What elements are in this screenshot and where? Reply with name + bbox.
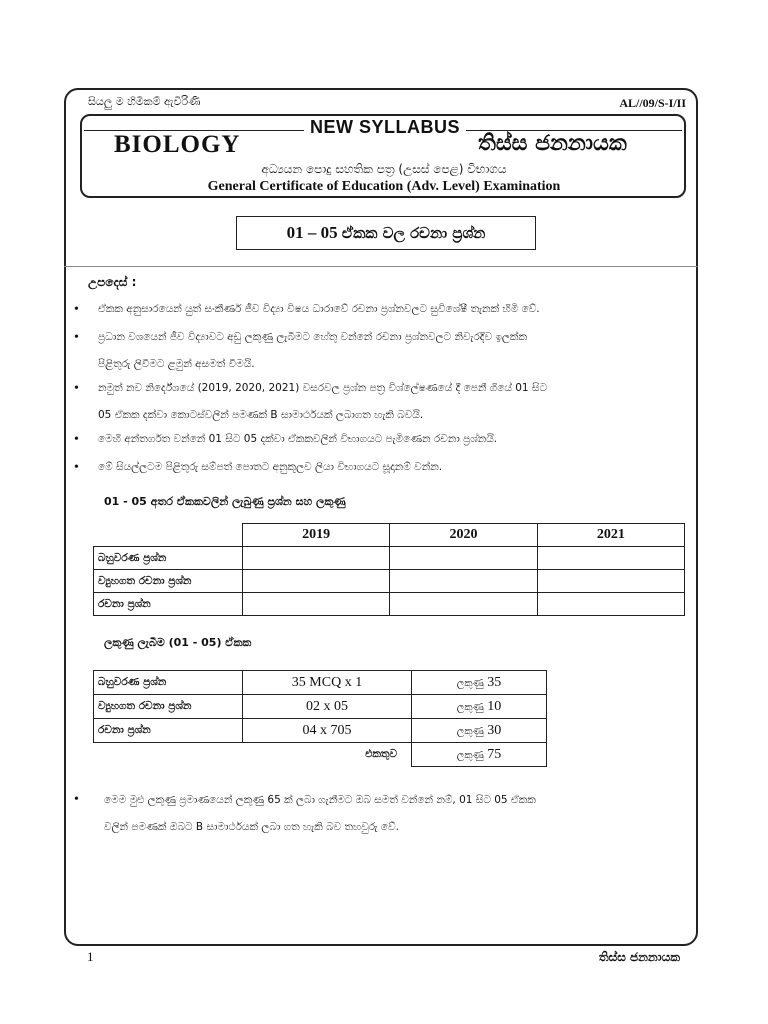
bullet-icon: • [74,330,79,345]
table1-title: 01 - 05 අතර ඒකකවලින් ලැබුණු ප්‍රශ්න සහ ලකුණු [104,495,346,508]
questions-by-year-table [93,523,685,616]
table-cell [243,547,390,570]
instruction-item: නමුත් නව නිර්දේශයේ (2019, 2020, 2021) වසරවල ප්‍රශ්න පත්‍ර විශ්ලේෂණයේ දී පෙනී ගියේ 01 සිට 05 ඒකක දක්වා කොටස්වලින් පමණක් B සාමාර්ථයක් ලබාගත හැකි බවයි. [98,382,548,421]
table-row [94,671,547,695]
bullet-icon: • [74,460,79,475]
row-label: රචනා ප්‍රශ්න [94,719,243,743]
question-count: 35 MCQ x 1 [243,671,412,695]
marks-cell: ලකුණු 35 [412,671,547,695]
total-row [94,743,547,767]
section-separator [64,266,698,267]
table-row [94,695,547,719]
row-label: ව්‍යුහගත රචනා ප්‍රශ්න [94,695,243,719]
marks-cell: ලකුණු 10 [412,695,547,719]
subject-title: BIOLOGY [114,131,241,158]
unit-title-text: ඒකක වල රචනා ප්‍රශ්න [341,224,486,242]
table2-title: ලකුණු ලැබීම (01 - 05) ඒකක [104,636,252,649]
table-cell [537,593,684,616]
instructions-title: උපදෙස් : [88,275,137,289]
row-label: රචනා ප්‍රශ්න [94,593,243,616]
bullet-icon: • [74,381,79,396]
row-label: බහුවරණ ප්‍රශ්න [94,547,243,570]
year-header: 2020 [390,524,537,547]
table-cell [537,570,684,593]
closing-note: මෙම මුළු ලකුණු ප්‍රමාණයෙන් ලකුණු 65 ක් ලබා ගැනීමට ඔබ සමත් වන්නේ නම්, 01 සිට 05 ඒකක වලින් පමණක් ඔබට B සාමාර්ථයක් ලබා ගත හැකි බව තහවුරු වේ. [104,794,536,833]
paper-code: AL//09/S-I/II [619,96,686,110]
table-row [94,719,547,743]
unit-range: 01 – 05 [286,223,338,242]
author-name: තිස්ස ජනනායක [478,131,627,156]
table-cell [390,547,537,570]
table-cell [390,593,537,616]
page-number: 1 [87,949,94,964]
table-row [94,547,685,570]
table-row [94,593,685,616]
total-label: එකතුව [365,748,397,761]
table-cell [243,593,390,616]
copyright-note: සියලු ම හිමිකම් ඇවිරිණි [88,95,201,108]
row-label: ව්‍යුහගත රචනා ප්‍රශ්න [94,570,243,593]
bullet-icon: • [74,302,79,317]
marks-cell: ලකුණු 30 [412,719,547,743]
instruction-item: ඒකක අනුසාරයෙන් යුත් සංකීර්ණ ජීව විද්‍යා විෂය ධාරාවේ රචනා ප්‍රශ්නවලට සුවිශේෂී තැනක් හිමි වේ. [98,303,540,315]
exam-title-english: General Certificate of Education (Adv. Level) Examination [207,179,561,194]
bullet-icon: • [74,792,79,807]
table-row [94,570,685,593]
row-label: බහුවරණ ප්‍රශ්න [94,671,243,695]
footer-author: තිස්ස ජනනායක [598,950,680,964]
exam-title-sinhala: අධ්‍යයන පොදු සහතික පත්‍ර (උසස් පෙළ) විභාගය [261,162,507,176]
marks-table [93,670,547,767]
instruction-item: මේ සියල්ලටම පිළිතුරු සම්පත් පොතට අනුකූලව ලියා විභාගයට සූදානම් වන්න. [98,461,443,473]
new-syllabus-badge: NEW SYLLABUS [304,117,466,138]
year-header: 2021 [537,524,684,547]
year-header: 2019 [243,524,390,547]
table-cell [390,570,537,593]
instruction-item: මෙහි අන්තර්ගත වන්නේ 01 සිට 05 දක්වා ඒකකවලින් විභාගයට පැමිණෙන රචනා ප්‍රශ්නයි. [98,433,498,445]
table-corner [94,524,243,547]
unit-title-box [236,216,536,250]
bullet-icon: • [74,432,79,447]
total-marks-cell: ලකුණු 75 [412,743,547,767]
instruction-item: ප්‍රධාන වශයෙන් ජීව විද්‍යාවට අඩු ලකුණු ලැබීමට හේතු වන්නේ රචනා ප්‍රශ්නවලට නිවැරදිව ඉලක්ක පිළිතුරු ලිවීමට ළමුන් අසමත් වීමයි. [98,331,527,370]
question-count: 04 x 705 [243,719,412,743]
table-cell [243,570,390,593]
question-count: 02 x 05 [243,695,412,719]
table-cell [537,547,684,570]
